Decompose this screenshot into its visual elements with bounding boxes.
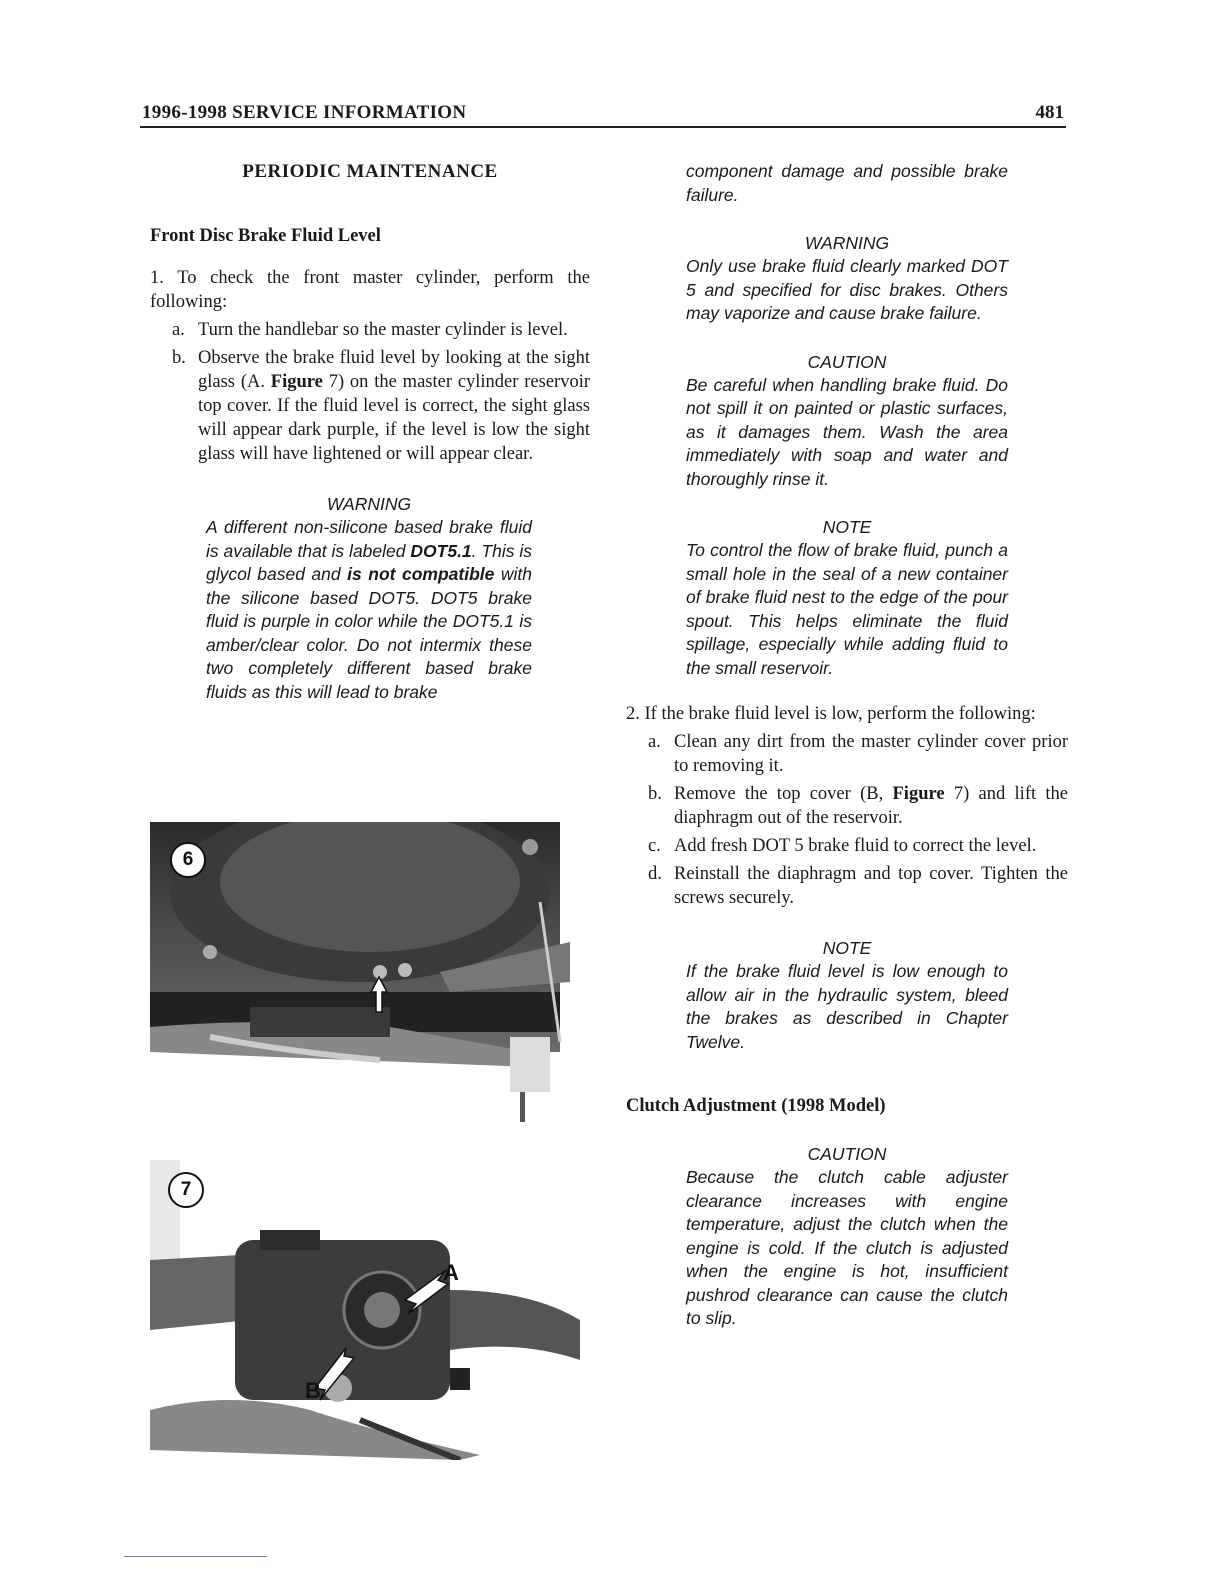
handlebar-photo — [150, 1160, 590, 1460]
note2-text: If the brake fluid level is low enough to allow air in the hydraulic system, bleed the brakes as described in Chapter Twelve. — [686, 961, 1008, 1052]
step-text — [198, 346, 590, 466]
caution2-text: Because the clutch cable adjuster clearance increases with engine temperature, adjust the clutch when the engine is cold. If the clutch is adjusted when the engine is hot, insufficient pushrod clearance can cause the clutch to slip. — [686, 1167, 1008, 1328]
warning-bold: DOT5.1 — [410, 540, 472, 561]
footer-rule — [124, 1556, 267, 1557]
step-letter: b. — [648, 784, 662, 804]
figure-6-number: 6 — [170, 842, 206, 878]
step-2a — [648, 730, 1068, 778]
engine-photo — [150, 822, 590, 1122]
left-column — [150, 160, 590, 704]
step-text: Turn the handlebar so the master cylinder is level. — [198, 320, 568, 340]
subhead-front-brake: Front Disc Brake Fluid Level — [150, 226, 381, 246]
page-header — [140, 100, 1066, 128]
caution1-text: Be careful when handling brake fluid. Do not spill it on painted or plastic surfaces, as it damages them. Wash the area immediately with soap and water and thoroughly rinse it. — [686, 374, 1008, 489]
note2-label: NOTE — [822, 938, 872, 958]
step-letter: c. — [648, 836, 661, 856]
warning-label: WARNING — [326, 494, 412, 514]
warning-bold: is not compatible — [347, 564, 495, 584]
warning2-text: Only use brake fluid clearly marked DOT 5 and specified for disc brakes. Others may vaporize and cause brake failure. — [686, 256, 1008, 323]
warning-continued: component damage and possible brake failure. — [686, 161, 1008, 205]
running-head: 1996-1998 SERVICE INFORMATION — [142, 102, 467, 123]
step-text-part: 7) and lift the diaphragm out of the reservoir. — [674, 784, 1068, 828]
step-text-part: Remove the top cover (B, — [674, 784, 884, 804]
callout-b: B — [305, 1378, 321, 1403]
figure-7-number: 7 — [168, 1172, 204, 1208]
caution2-label: CAUTION — [807, 1144, 887, 1164]
step-text-part: 7) on the master cylinder reservoir top cover. If the fluid level is correct, the sight glass will appear dark purple, if the level is low the sight glass will have lightened or will appear clear. — [198, 372, 590, 464]
right-column — [626, 160, 1068, 1331]
step-2-list — [626, 730, 1068, 910]
warning-text — [206, 516, 532, 704]
figure-7-photo — [150, 1160, 590, 1460]
step-letter: b. — [172, 348, 186, 368]
step-2d — [648, 862, 1068, 910]
step-text-part: Observe the brake fluid level by looking at the sight glass (A. — [198, 348, 590, 392]
section-title: PERIODIC MAINTENANCE — [242, 161, 498, 182]
warning2-label: WARNING — [804, 233, 890, 253]
step-2: 2. If the brake fluid level is low, perform the following: — [626, 704, 1036, 724]
step-1: 1. To check the front master cylinder, perform the following: — [150, 268, 590, 312]
page-number: 481 — [1035, 102, 1064, 123]
subhead-clutch: Clutch Adjustment (1998 Model) — [626, 1096, 886, 1116]
figure-ref: Figure — [892, 784, 945, 804]
step-2c — [648, 834, 1068, 858]
caution1-label: CAUTION — [807, 351, 887, 372]
warning-part: with the silicone based DOT5. DOT5 brake fluid is purple in color while the DOT5.1 is amber/clear color. Do not intermix these two completely different based brake fluids as this will lead to brake — [206, 564, 532, 702]
step-letter: a. — [172, 320, 185, 340]
callout-a: A — [443, 1260, 459, 1285]
step-text — [674, 782, 1068, 830]
warning-part: . This is glycol based and — [206, 540, 532, 584]
step-letter: a. — [648, 732, 661, 752]
figure-ref: Figure — [270, 372, 323, 392]
figure-6-photo — [150, 822, 590, 1122]
step-letter: d. — [648, 864, 662, 884]
note1-text: To control the flow of brake fluid, punch a small hole in the seal of a new container of brake fluid nest to the edge of the pour spout. This helps eliminate the fluid spillage, especially while adding fluid to the small reservoir. — [686, 540, 1008, 678]
step-text: Add fresh DOT 5 brake fluid to correct the level. — [674, 836, 1037, 856]
step-1-list — [150, 318, 590, 466]
step-2b — [648, 782, 1068, 830]
note1-label: NOTE — [822, 517, 872, 537]
step-1b — [172, 346, 590, 466]
step-text: Clean any dirt from the master cylinder cover prior to removing it. — [674, 732, 1068, 776]
step-text: Reinstall the diaphragm and top cover. Tighten the screws securely. — [674, 864, 1068, 908]
warning-part: A different non-silicone based brake fluid is available that is labeled — [206, 517, 532, 561]
step-1a — [172, 318, 590, 342]
